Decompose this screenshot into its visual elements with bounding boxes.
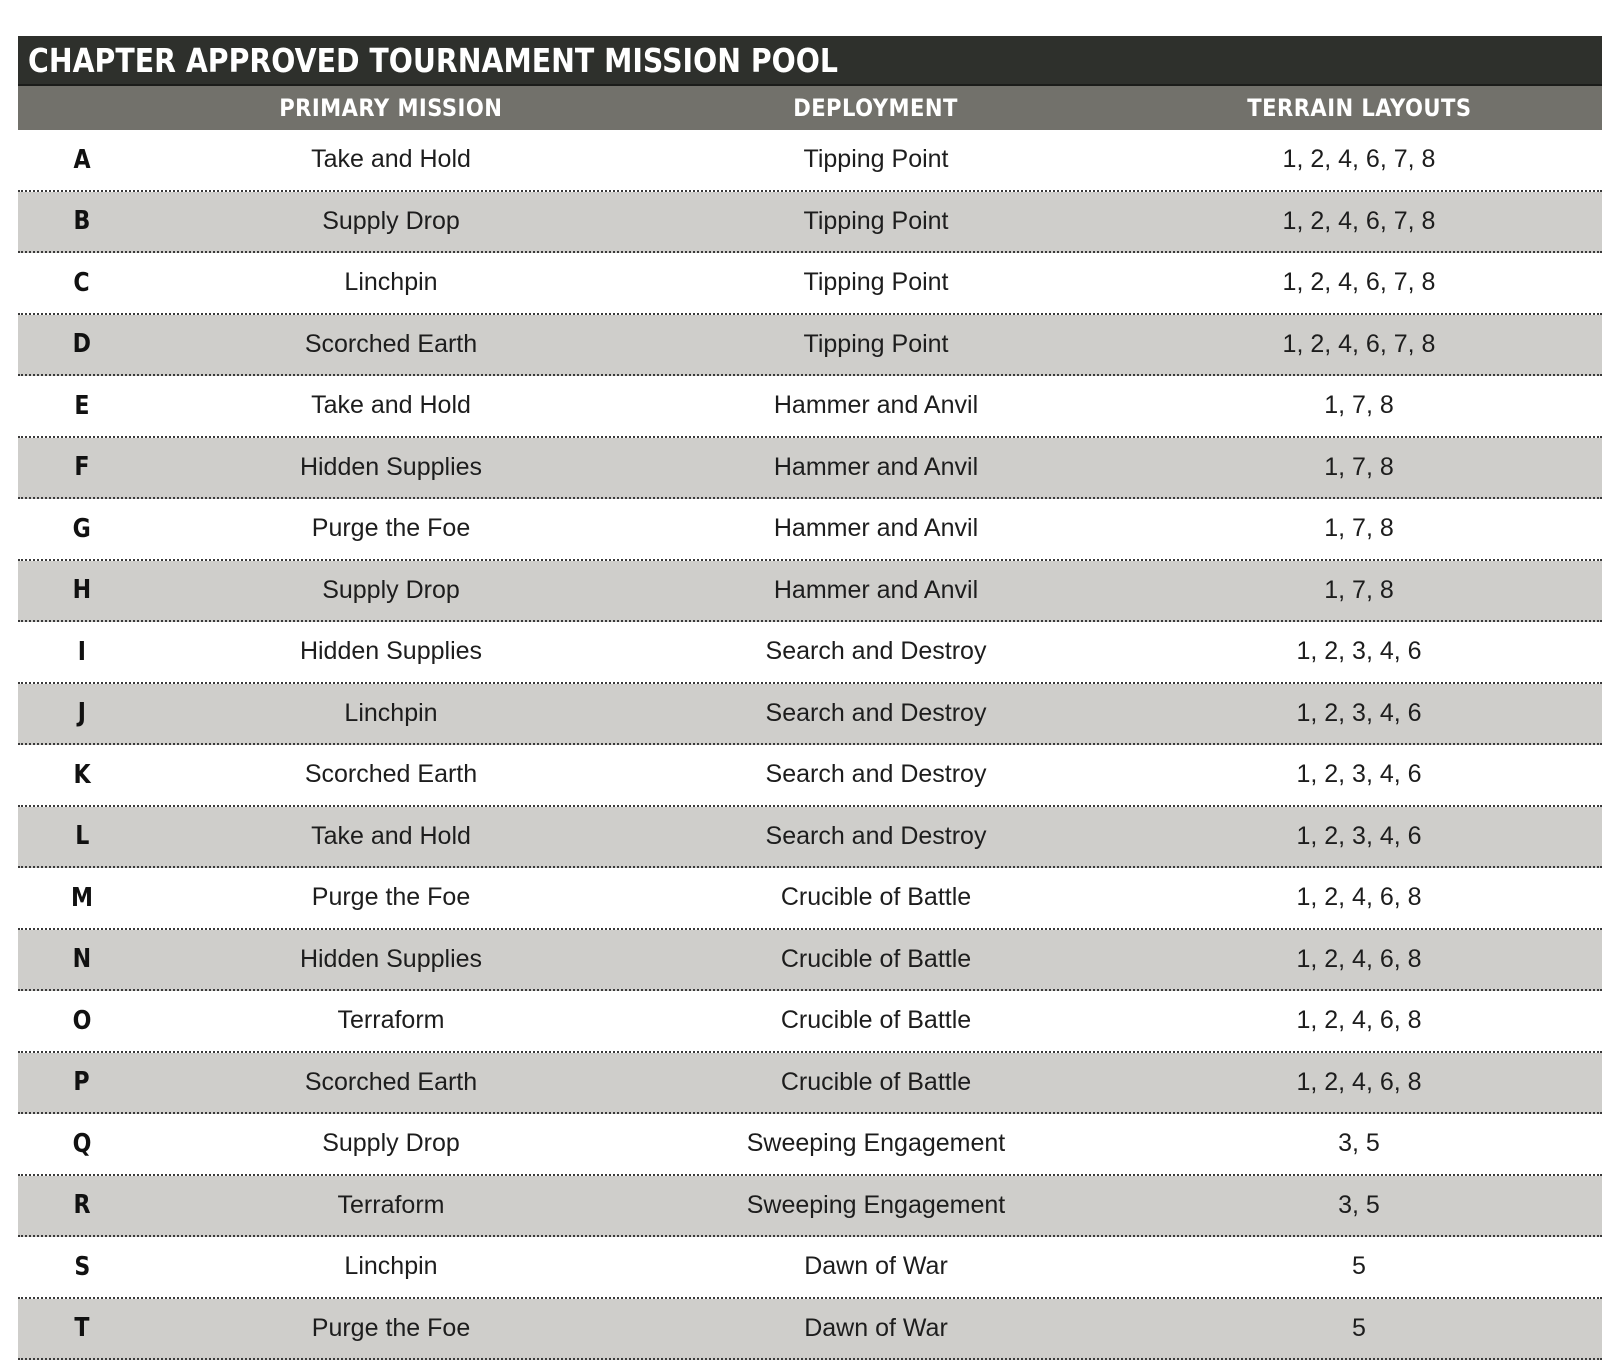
table-row [18, 253, 1602, 315]
table-row [18, 868, 1602, 930]
deployment-cell: Crucible of Battle [780, 883, 972, 912]
terrain-layouts-cell: 1, 7, 8 [1324, 575, 1394, 604]
column-header-terrain-layouts: TERRAIN LAYOUTS [1246, 94, 1472, 122]
primary-mission-cell: Hidden Supplies [299, 944, 483, 973]
mission-letter: P [73, 1067, 91, 1098]
table-row [18, 1053, 1602, 1115]
table-body [18, 130, 1602, 1360]
terrain-layouts-cell: 1, 2, 4, 6, 7, 8 [1282, 206, 1436, 235]
primary-mission-cell: Take and Hold [311, 821, 471, 850]
terrain-layouts-cell: 1, 2, 4, 6, 7, 8 [1282, 145, 1436, 174]
primary-mission-cell: Hidden Supplies [299, 452, 483, 481]
terrain-layouts-cell: 3, 5 [1338, 1190, 1380, 1219]
primary-mission-cell: Scorched Earth [304, 329, 478, 358]
mission-letter: I [77, 636, 87, 667]
mission-letter: O [72, 1005, 92, 1036]
primary-mission-cell: Purge the Foe [311, 1313, 471, 1342]
terrain-layouts-cell: 1, 7, 8 [1324, 452, 1394, 481]
mission-letter: M [71, 882, 93, 913]
mission-letter: Q [72, 1128, 92, 1159]
terrain-layouts-cell: 1, 2, 4, 6, 8 [1296, 944, 1422, 973]
deployment-cell: Tipping Point [803, 206, 949, 235]
mission-letter: H [72, 575, 92, 606]
deployment-cell: Crucible of Battle [780, 1006, 972, 1035]
deployment-cell: Crucible of Battle [780, 1067, 972, 1096]
primary-mission-cell: Linchpin [344, 698, 438, 727]
deployment-cell: Hammer and Anvil [773, 575, 979, 604]
mission-letter: S [74, 1251, 90, 1282]
terrain-layouts-cell: 1, 2, 3, 4, 6 [1296, 821, 1422, 850]
column-header-primary-mission: PRIMARY MISSION [279, 94, 503, 122]
table-row [18, 130, 1602, 192]
table-row [18, 930, 1602, 992]
mission-letter: N [72, 944, 92, 975]
table-title-bar [18, 36, 1602, 86]
column-header-letter [18, 94, 146, 122]
table-row [18, 315, 1602, 377]
deployment-cell: Tipping Point [803, 329, 949, 358]
primary-mission-cell: Supply Drop [322, 206, 460, 235]
terrain-layouts-cell: 1, 2, 3, 4, 6 [1296, 698, 1422, 727]
deployment-cell: Search and Destroy [765, 760, 987, 789]
table-row [18, 192, 1602, 254]
mission-letter: K [73, 759, 91, 790]
primary-mission-cell: Scorched Earth [304, 1067, 478, 1096]
terrain-layouts-cell: 1, 7, 8 [1324, 391, 1394, 420]
table-row [18, 807, 1602, 869]
table-row [18, 499, 1602, 561]
primary-mission-cell: Terraform [337, 1190, 445, 1219]
terrain-layouts-cell: 5 [1352, 1313, 1366, 1342]
deployment-cell: Dawn of War [804, 1313, 948, 1342]
deployment-cell: Tipping Point [803, 145, 949, 174]
terrain-layouts-cell: 1, 2, 4, 6, 7, 8 [1282, 268, 1436, 297]
mission-letter: L [74, 821, 90, 852]
terrain-layouts-cell: 5 [1352, 1252, 1366, 1281]
table-row [18, 1237, 1602, 1299]
terrain-layouts-cell: 1, 2, 3, 4, 6 [1296, 637, 1422, 666]
deployment-cell: Sweeping Engagement [746, 1190, 1006, 1219]
mission-letter: J [77, 698, 87, 729]
table-row [18, 1176, 1602, 1238]
column-header-row [18, 86, 1602, 130]
table-row [18, 622, 1602, 684]
deployment-cell: Dawn of War [804, 1252, 948, 1281]
primary-mission-cell: Supply Drop [322, 575, 460, 604]
primary-mission-cell: Purge the Foe [311, 883, 471, 912]
primary-mission-cell: Purge the Foe [311, 514, 471, 543]
terrain-layouts-cell: 1, 2, 4, 6, 7, 8 [1282, 329, 1436, 358]
table-row [18, 1114, 1602, 1176]
table-row [18, 561, 1602, 623]
mission-letter: F [74, 452, 90, 483]
deployment-cell: Hammer and Anvil [773, 514, 979, 543]
mission-letter: B [73, 206, 91, 237]
mission-pool-table [18, 36, 1602, 1360]
primary-mission-cell: Take and Hold [311, 391, 471, 420]
table-row [18, 991, 1602, 1053]
deployment-cell: Sweeping Engagement [746, 1129, 1006, 1158]
deployment-cell: Hammer and Anvil [773, 452, 979, 481]
terrain-layouts-cell: 1, 2, 4, 6, 8 [1296, 1006, 1422, 1035]
table-row [18, 1299, 1602, 1361]
mission-letter: R [73, 1190, 91, 1221]
primary-mission-cell: Scorched Earth [304, 760, 478, 789]
table-row [18, 684, 1602, 746]
primary-mission-cell: Hidden Supplies [299, 637, 483, 666]
mission-letter: D [72, 329, 92, 360]
primary-mission-cell: Linchpin [344, 1252, 438, 1281]
mission-letter: C [73, 267, 91, 298]
mission-letter: T [74, 1313, 90, 1344]
table-row [18, 376, 1602, 438]
primary-mission-cell: Linchpin [344, 268, 438, 297]
table-title: CHAPTER APPROVED TOURNAMENT MISSION POOL [28, 41, 838, 80]
table-row [18, 745, 1602, 807]
deployment-cell: Hammer and Anvil [773, 391, 979, 420]
column-header-deployment: DEPLOYMENT [793, 94, 959, 122]
primary-mission-cell: Terraform [337, 1006, 445, 1035]
terrain-layouts-cell: 1, 7, 8 [1324, 514, 1394, 543]
deployment-cell: Search and Destroy [765, 821, 987, 850]
deployment-cell: Crucible of Battle [780, 944, 972, 973]
table-row [18, 438, 1602, 500]
primary-mission-cell: Supply Drop [322, 1129, 460, 1158]
primary-mission-cell: Take and Hold [311, 145, 471, 174]
terrain-layouts-cell: 1, 2, 4, 6, 8 [1296, 1067, 1422, 1096]
deployment-cell: Search and Destroy [765, 637, 987, 666]
mission-letter: A [73, 144, 91, 175]
terrain-layouts-cell: 1, 2, 3, 4, 6 [1296, 760, 1422, 789]
mission-letter: G [72, 513, 92, 544]
terrain-layouts-cell: 3, 5 [1338, 1129, 1380, 1158]
deployment-cell: Tipping Point [803, 268, 949, 297]
deployment-cell: Search and Destroy [765, 698, 987, 727]
terrain-layouts-cell: 1, 2, 4, 6, 8 [1296, 883, 1422, 912]
mission-letter: E [74, 390, 90, 421]
